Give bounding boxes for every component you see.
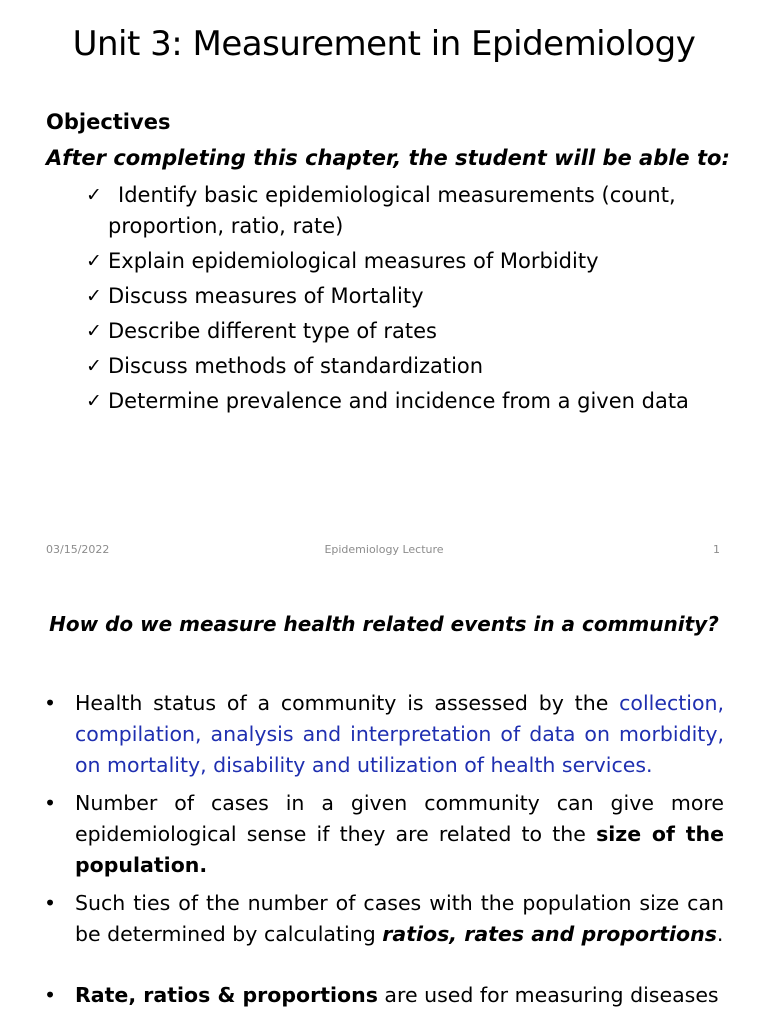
checkmark-icon: ✓ [86,320,102,342]
objective-item [86,316,726,347]
bullet-list [44,688,724,1018]
objective-text: Identify basic epidemiological measurements (count, [118,183,676,207]
objectives-list [86,180,726,421]
checkmark-icon: ✓ [86,355,102,377]
bullet-bold: Rate, ratios & proportions [75,983,378,1007]
bullet-item [44,788,724,881]
bullet-item [44,980,724,1011]
bullet-bold-italic: ratios, rates and proportions [382,922,717,946]
bullet-icon: • [44,791,57,815]
objective-item [86,351,726,382]
bullet-item [44,688,724,781]
bullet-icon: • [44,691,57,715]
bullet-text: Number of cases in a given community can give more epidemiological sense if they are related to the [75,791,724,846]
bullet-text: Health status of a community is assessed by the [75,691,620,715]
objective-item [86,246,726,277]
checkmark-icon: ✓ [86,250,102,272]
objective-text: Explain epidemiological measures of Morbidity [108,249,599,273]
bullet-item [44,888,724,950]
bullet-text: Such ties of the number of cases with the population size can be determined by calculating [75,891,724,946]
footer-title: Epidemiology Lecture [324,543,444,556]
footer-page-number: 1 [713,543,720,556]
footer-date: 03/15/2022 [46,543,110,556]
checkmark-icon: ✓ [86,184,102,206]
checkmark-icon: ✓ [86,390,102,412]
slide-title: Unit 3: Measurement in Epidemiology [72,24,696,64]
bullet-bold: size of the population. [75,822,724,877]
bullet-icon: • [44,891,57,915]
objective-text: Determine prevalence and incidence from a given data [108,389,689,413]
bullet-suffix: are used for measuring diseases [377,983,719,1007]
objective-item [86,386,726,417]
objectives-heading: Objectives [46,110,171,134]
bullet-highlight: collection, compilation, analysis and interpretation of data on morbidity, on mortality, disability and utilization of health services. [75,691,724,777]
slide-question: How do we measure health related events in a community? [49,612,719,636]
objective-text: Describe different type of rates [108,319,437,343]
bullet-icon: • [44,983,57,1007]
bullet-suffix: . [716,922,724,946]
objective-item [86,281,726,312]
objective-text: Discuss methods of standardization [108,354,484,378]
objectives-subtitle: After completing this chapter, the student will be able to: [46,146,730,170]
objective-item [86,180,726,242]
checkmark-icon: ✓ [86,285,102,307]
objective-text-continued: proportion, ratio, rate) [108,214,344,238]
slide-2 [0,576,768,1024]
objective-text: Discuss measures of Mortality [108,284,424,308]
